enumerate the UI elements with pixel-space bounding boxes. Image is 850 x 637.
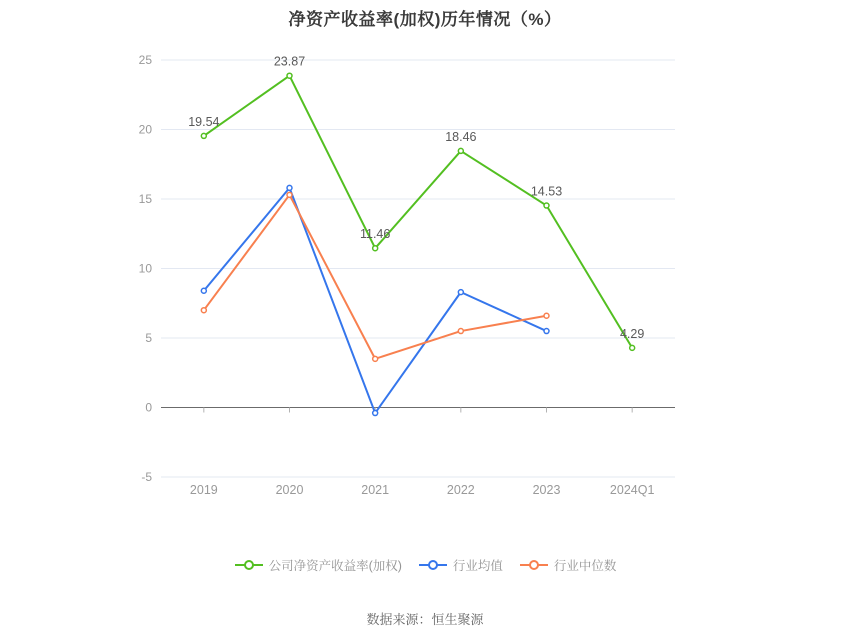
y-axis-tick-label: 20 — [138, 122, 152, 137]
x-axis-tick-label: 2023 — [532, 483, 561, 497]
data-point-marker — [201, 133, 206, 138]
chart-legend — [0, 556, 850, 574]
data-point-marker — [458, 290, 463, 295]
y-axis-tick-label: -5 — [141, 470, 152, 484]
chart-title: 净资产收益率(加权)历年情况（%） — [288, 10, 562, 29]
legend-item-label: 行业中位数 — [553, 559, 617, 573]
data-point-marker — [287, 73, 292, 78]
data-point-marker — [201, 288, 206, 293]
data-point-marker — [373, 356, 378, 361]
y-axis-tick-label: 0 — [145, 400, 152, 415]
y-axis-tick-label: 10 — [138, 261, 152, 276]
legend-item-label: 公司净资产收益率(加权) — [268, 559, 402, 573]
data-point-marker — [458, 329, 463, 334]
data-point-marker — [630, 345, 635, 350]
y-axis-tick-label: 25 — [138, 53, 152, 67]
x-axis-tick-label: 2022 — [446, 483, 475, 497]
x-axis-tick-label: 2024Q1 — [609, 483, 655, 497]
data-point-marker — [287, 185, 292, 190]
data-point-marker — [287, 192, 292, 197]
legend-item[interactable] — [519, 556, 617, 574]
data-point-marker — [373, 411, 378, 416]
series-line — [204, 76, 632, 348]
legend-item[interactable] — [418, 556, 503, 574]
value-label: 14.53 — [530, 184, 563, 199]
data-point-marker — [201, 308, 206, 313]
legend-item[interactable] — [234, 556, 402, 574]
y-axis-tick-label: 5 — [145, 331, 152, 345]
data-point-marker — [544, 203, 549, 208]
value-label: 18.46 — [445, 129, 477, 144]
x-axis-tick-label: 2021 — [361, 483, 390, 497]
legend-line-marker-icon — [418, 558, 448, 572]
data-point-marker — [373, 246, 378, 251]
series-line — [204, 188, 547, 413]
legend-item-label: 行业均值 — [452, 559, 503, 573]
series-line — [204, 195, 547, 359]
x-axis-tick-label: 2020 — [275, 483, 304, 497]
x-axis-tick-label: 2019 — [189, 483, 218, 497]
data-point-marker — [544, 313, 549, 318]
data-point-marker — [544, 329, 549, 334]
value-label: 19.54 — [188, 114, 220, 129]
data-point-marker — [458, 148, 463, 153]
legend-line-marker-icon — [234, 558, 264, 572]
data-source-note: 数据来源：恒生聚源 — [366, 612, 484, 627]
y-axis-tick-label: 15 — [138, 192, 152, 206]
value-label: 4.29 — [619, 326, 645, 341]
value-label: 11.46 — [359, 227, 391, 242]
value-label: 23.87 — [273, 54, 306, 69]
legend-line-marker-icon — [519, 558, 549, 572]
